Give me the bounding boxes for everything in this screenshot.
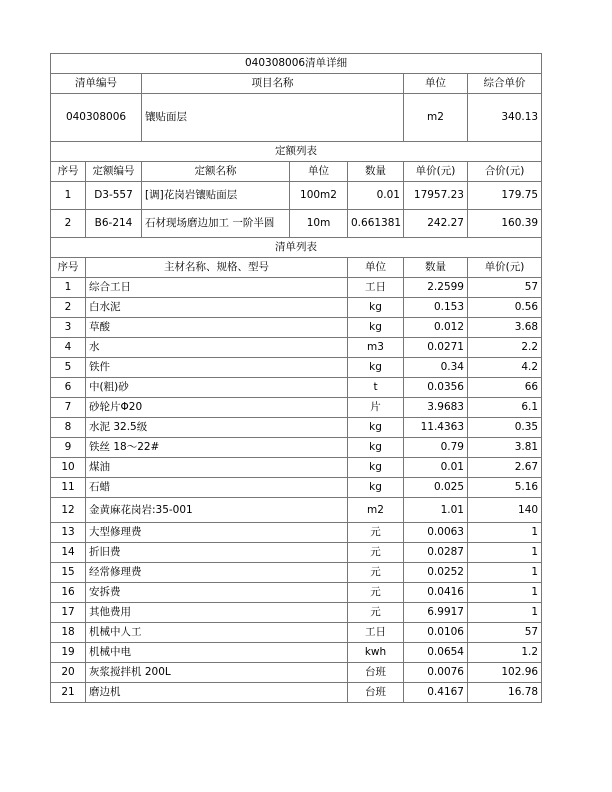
- table-cell: 0.0356: [404, 378, 468, 398]
- table-cell: 2.2: [468, 338, 542, 358]
- table-cell: 0.012: [404, 318, 468, 338]
- quota-col-header: 单位: [290, 162, 348, 182]
- table-cell: 6: [51, 378, 86, 398]
- item-code: 040308006: [51, 94, 142, 142]
- bill-detail-table: [50, 53, 542, 703]
- header-price: 综合单价: [468, 74, 542, 94]
- table-cell: 0.0063: [404, 523, 468, 543]
- header-unit: 单位: [404, 74, 468, 94]
- table-cell: 0.153: [404, 298, 468, 318]
- quota-cell: 2: [51, 210, 86, 238]
- table-cell: 57: [468, 623, 542, 643]
- table-cell: 元: [348, 603, 404, 623]
- table-cell: 白水泥: [86, 298, 348, 318]
- table-cell: 2: [51, 298, 86, 318]
- table-cell: 磨边机: [86, 683, 348, 703]
- table-cell: kg: [348, 438, 404, 458]
- table-cell: 3.68: [468, 318, 542, 338]
- table-cell: 1: [468, 583, 542, 603]
- table-cell: 片: [348, 398, 404, 418]
- table-cell: 12: [51, 498, 86, 523]
- table-row: [51, 378, 542, 398]
- quota-col-header: 序号: [51, 162, 86, 182]
- header-name: 项目名称: [142, 74, 404, 94]
- table-cell: kg: [348, 458, 404, 478]
- table-cell: kg: [348, 318, 404, 338]
- table-cell: 煤油: [86, 458, 348, 478]
- quota-cell: 17957.23: [404, 182, 468, 210]
- list-col-header: 数量: [404, 258, 468, 278]
- table-row: [51, 338, 542, 358]
- table-cell: 8: [51, 418, 86, 438]
- table-cell: 元: [348, 583, 404, 603]
- table-cell: 18: [51, 623, 86, 643]
- table-cell: 铁件: [86, 358, 348, 378]
- table-row: [51, 498, 542, 523]
- table-cell: 0.0076: [404, 663, 468, 683]
- table-cell: 元: [348, 563, 404, 583]
- table-cell: 16.78: [468, 683, 542, 703]
- table-cell: m3: [348, 338, 404, 358]
- table-cell: 0.34: [404, 358, 468, 378]
- quota-cell: 石材现场磨边加工 一阶半圆: [142, 210, 290, 238]
- table-cell: 15: [51, 563, 86, 583]
- table-cell: kwh: [348, 643, 404, 663]
- table-cell: kg: [348, 298, 404, 318]
- table-cell: 0.0271: [404, 338, 468, 358]
- quota-cell: [调]花岗岩镶贴面层: [142, 182, 290, 210]
- table-row: [51, 298, 542, 318]
- table-cell: kg: [348, 478, 404, 498]
- table-title: 040308006清单详细: [51, 54, 542, 74]
- table-cell: 0.79: [404, 438, 468, 458]
- table-cell: 6.9917: [404, 603, 468, 623]
- quota-cell: 160.39: [468, 210, 542, 238]
- table-cell: 综合工日: [86, 278, 348, 298]
- item-price: 340.13: [468, 94, 542, 142]
- table-cell: 11.4363: [404, 418, 468, 438]
- table-cell: t: [348, 378, 404, 398]
- table-cell: 工日: [348, 278, 404, 298]
- table-row: [51, 543, 542, 563]
- table-cell: 9: [51, 438, 86, 458]
- table-row: [51, 418, 542, 438]
- list-col-header: 单位: [348, 258, 404, 278]
- table-cell: 0.56: [468, 298, 542, 318]
- table-cell: 0.0252: [404, 563, 468, 583]
- table-cell: 19: [51, 643, 86, 663]
- table-cell: 6.1: [468, 398, 542, 418]
- quota-col-header: 数量: [348, 162, 404, 182]
- table-cell: 1: [468, 603, 542, 623]
- table-row: [51, 603, 542, 623]
- table-row: [51, 563, 542, 583]
- table-cell: 3.9683: [404, 398, 468, 418]
- table-row: [51, 398, 542, 418]
- table-cell: 石蜡: [86, 478, 348, 498]
- table-cell: 57: [468, 278, 542, 298]
- quota-row: [51, 210, 542, 238]
- quota-section-title: 定额列表: [51, 142, 542, 162]
- table-cell: 20: [51, 663, 86, 683]
- quota-cell: 179.75: [468, 182, 542, 210]
- table-cell: 0.01: [404, 458, 468, 478]
- table-cell: 中(粗)砂: [86, 378, 348, 398]
- table-cell: 2.2599: [404, 278, 468, 298]
- table-row: [51, 583, 542, 603]
- quota-cell: 0.661381: [348, 210, 404, 238]
- table-row: [51, 358, 542, 378]
- table-cell: 1: [468, 523, 542, 543]
- table-cell: 折旧费: [86, 543, 348, 563]
- table-cell: kg: [348, 358, 404, 378]
- table-cell: 5.16: [468, 478, 542, 498]
- table-cell: 5: [51, 358, 86, 378]
- table-cell: 元: [348, 523, 404, 543]
- table-cell: 安拆费: [86, 583, 348, 603]
- quota-cell: 1: [51, 182, 86, 210]
- table-cell: 经常修理费: [86, 563, 348, 583]
- table-cell: 0.025: [404, 478, 468, 498]
- table-cell: 21: [51, 683, 86, 703]
- table-cell: 14: [51, 543, 86, 563]
- table-cell: 水泥 32.5级: [86, 418, 348, 438]
- table-cell: kg: [348, 418, 404, 438]
- table-row: [51, 523, 542, 543]
- table-cell: 66: [468, 378, 542, 398]
- table-cell: 台班: [348, 663, 404, 683]
- table-cell: 16: [51, 583, 86, 603]
- list-col-header: 主材名称、规格、型号: [86, 258, 348, 278]
- table-cell: 17: [51, 603, 86, 623]
- table-cell: 水: [86, 338, 348, 358]
- table-row: [51, 318, 542, 338]
- quota-cell: 0.01: [348, 182, 404, 210]
- table-cell: 其他费用: [86, 603, 348, 623]
- table-row: [51, 278, 542, 298]
- table-cell: 0.4167: [404, 683, 468, 703]
- table-cell: 灰浆搅拌机 200L: [86, 663, 348, 683]
- table-cell: 3: [51, 318, 86, 338]
- table-cell: 7: [51, 398, 86, 418]
- table-cell: 元: [348, 543, 404, 563]
- header-code: 清单编号: [51, 74, 142, 94]
- table-cell: 金黄麻花岗岩:35-001: [86, 498, 348, 523]
- item-name: 镶贴面层: [142, 94, 404, 142]
- table-cell: 草酸: [86, 318, 348, 338]
- table-cell: 4.2: [468, 358, 542, 378]
- table-row: [51, 458, 542, 478]
- quota-row: [51, 182, 542, 210]
- table-cell: 140: [468, 498, 542, 523]
- table-row: [51, 643, 542, 663]
- table-cell: 铁丝 18～22#: [86, 438, 348, 458]
- quota-cell: 242.27: [404, 210, 468, 238]
- table-cell: 1: [468, 543, 542, 563]
- list-section-title: 清单列表: [51, 238, 542, 258]
- table-cell: 0.0416: [404, 583, 468, 603]
- list-header-row: [51, 258, 542, 278]
- table-cell: 0.0654: [404, 643, 468, 663]
- quota-header-row: [51, 162, 542, 182]
- table-cell: m2: [348, 498, 404, 523]
- table-cell: 3.81: [468, 438, 542, 458]
- table-cell: 1: [51, 278, 86, 298]
- list-col-header: 单价(元): [468, 258, 542, 278]
- table-row: [51, 478, 542, 498]
- quota-cell: 100m2: [290, 182, 348, 210]
- list-col-header: 序号: [51, 258, 86, 278]
- quota-col-header: 合价(元): [468, 162, 542, 182]
- table-cell: 工日: [348, 623, 404, 643]
- table-cell: 11: [51, 478, 86, 498]
- table-cell: 4: [51, 338, 86, 358]
- table-cell: 1.01: [404, 498, 468, 523]
- table-cell: 0.35: [468, 418, 542, 438]
- table-row: [51, 438, 542, 458]
- quota-cell: D3-557: [86, 182, 142, 210]
- table-row: [51, 663, 542, 683]
- table-cell: 大型修理费: [86, 523, 348, 543]
- table-row: [51, 683, 542, 703]
- table-cell: 102.96: [468, 663, 542, 683]
- table-cell: 0.0106: [404, 623, 468, 643]
- table-cell: 1.2: [468, 643, 542, 663]
- quota-col-header: 定额名称: [142, 162, 290, 182]
- quota-cell: B6-214: [86, 210, 142, 238]
- table-row: [51, 623, 542, 643]
- table-cell: 2.67: [468, 458, 542, 478]
- table-cell: 13: [51, 523, 86, 543]
- table-cell: 1: [468, 563, 542, 583]
- table-cell: 0.0287: [404, 543, 468, 563]
- quota-cell: 10m: [290, 210, 348, 238]
- table-cell: 机械中人工: [86, 623, 348, 643]
- table-cell: 机械中电: [86, 643, 348, 663]
- table-cell: 台班: [348, 683, 404, 703]
- quota-col-header: 定额编号: [86, 162, 142, 182]
- table-cell: 10: [51, 458, 86, 478]
- quota-col-header: 单价(元): [404, 162, 468, 182]
- item-unit: m2: [404, 94, 468, 142]
- table-cell: 砂轮片Φ20: [86, 398, 348, 418]
